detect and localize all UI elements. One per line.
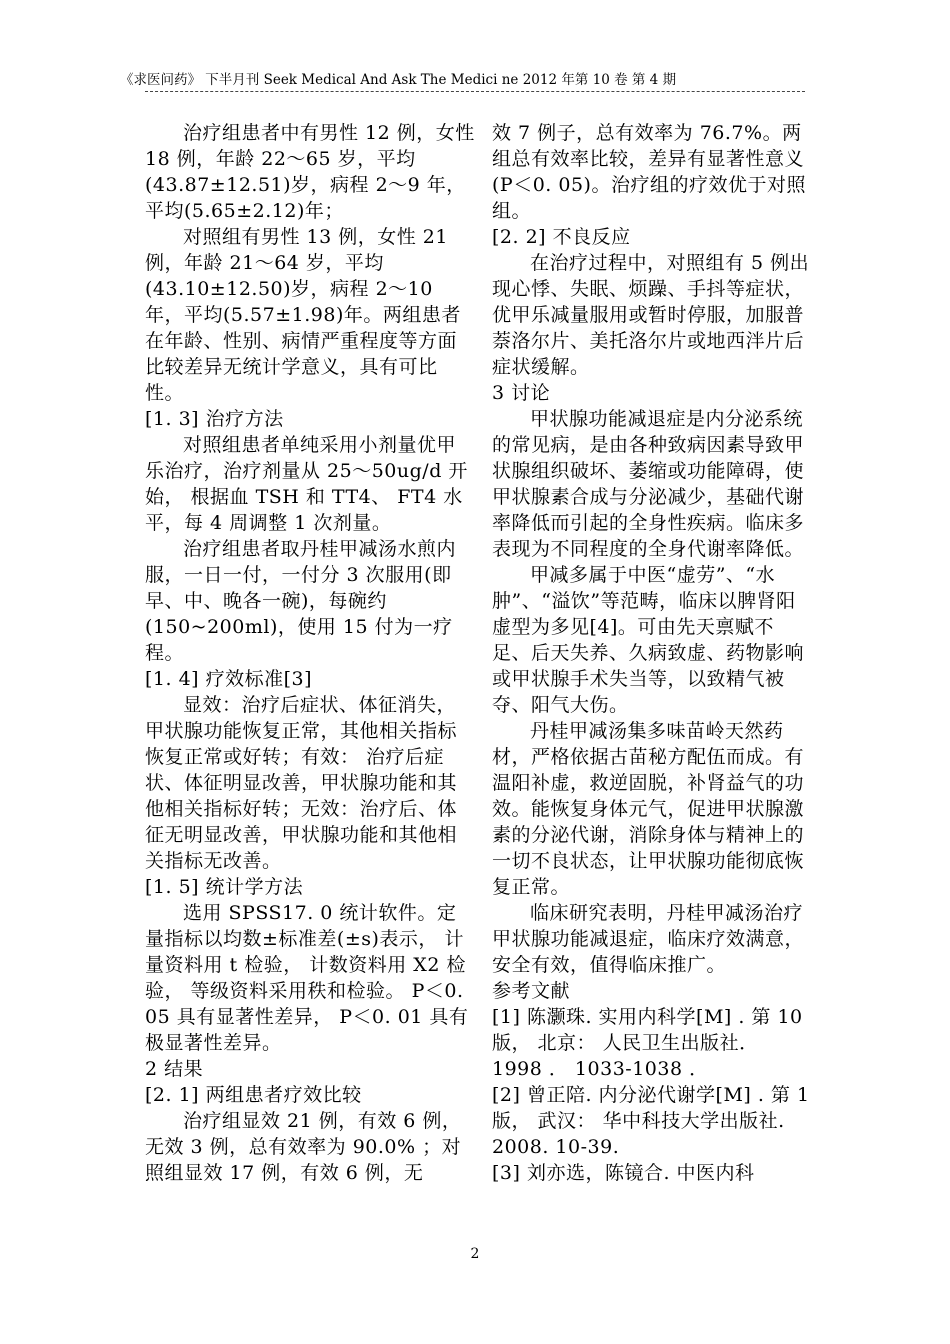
page-number: 2 <box>470 1246 480 1262</box>
paragraph: 显效：治疗后症状、体征消失，甲状腺功能恢复正常，其他相关指标恢复正常或好转；有效： 治疗后症状、体征明显改善，甲状腺功能和其他相关指标好转；无效：治疗后、体征无明显改善，甲状腺功能和其他相关指标无改善。 <box>145 694 458 872</box>
paragraph: [2] 曾正陪. 内分泌代谢学[M] . 第 1 版， 武汉： 华中科技大学出版社. 2008. 10-39. <box>492 1084 810 1158</box>
paragraph: 3 讨论 <box>492 382 551 404</box>
paragraph: 效 7 例子，总有效率为 76.7%。两组总有效率比较，差异有显著性意义(P＜0. 05)。治疗组的疗效优于对照组。 <box>492 122 806 222</box>
paragraph: [3] 刘亦选，陈镜合. 中医内科 <box>492 1162 755 1184</box>
paragraph: 丹桂甲减汤集多味苗岭天然药材，严格依据古苗秘方配伍而成。有温阳补虚，救逆固脱，补肾益气的功效。能恢复身体元气，促进甲状腺激素的分泌代谢，消除身体与精神上的一切不良状态，让甲状腺功能彻底恢复正常。 <box>492 720 805 898</box>
header-rule <box>145 91 805 92</box>
paragraph: [1] 陈灏珠. 实用内科学[M] . 第 10 版， 北京： 人民卫生出版社． 1998 ． 1033-1038 ． <box>492 1006 803 1080</box>
paragraph: 对照组有男性 13 例，女性 21 例，年龄 21～64 岁，平均(43.10±12.50)岁，病程 2～10 年，平均(5.57±1.98)年。两组患者在年龄、性别、病情严重程度等方面比较差异无统计学意义，具有可比性。 <box>145 226 461 404</box>
paragraph: 治疗组患者取丹桂甲减汤水煎内服，一日一付，一付分 3 次服用(即早、中、晚各一碗)，每碗约(150~200ml)，使用 15 付为一疗程。 <box>145 538 457 664</box>
paragraph: 选用 SPSS17. 0 统计软件。定量指标以均数±标准差(±s)表示， 计量资料用 t 检验， 计数资料用 X2 检验， 等级资料采用秩和检验。 P＜0. 05 具有显著性差异， P＜0. 01 具有极显著性差异。 <box>145 902 469 1054</box>
right-column <box>492 120 812 1186</box>
paragraph: 对照组患者单纯采用小剂量优甲乐治疗，治疗剂量从 25～50ug/d 开始， 根据血 TSH 和 TT4、 FT4 水平，每 4 周调整 1 次剂量。 <box>145 434 468 534</box>
paragraph: 治疗组患者中有男性 12 例，女性 18 例，年龄 22～65 岁，平均(43.87±12.51)岁，病程 2～9 年，平均(5.65±2.12)年； <box>145 122 475 222</box>
left-column <box>145 120 475 1186</box>
paragraph: [1. 5] 统计学方法 <box>145 876 304 898</box>
paragraph: 甲状腺功能减退症是内分泌系统的常见病，是由各种致病因素导致甲状腺组织破坏、萎缩或功能障碍，使甲状腺素合成与分泌减少，基础代谢率降低而引起的全身性疾病。临床多表现为不同程度的全身代谢率降低。 <box>492 408 805 560</box>
paragraph: 在治疗过程中，对照组有 5 例出现心悸、失眠、烦躁、手抖等症状，优甲乐减量服用或暂时停服，加服普萘洛尔片、美托洛尔片或地西泮片后症状缓解。 <box>492 252 810 378</box>
paragraph: 2 结果 <box>145 1058 204 1080</box>
paragraph: [2. 2] 不良反应 <box>492 226 631 248</box>
paragraph: [1. 4] 疗效标准[3] <box>145 668 313 690</box>
running-header: 《求医问药》 下半月刊 Seek Medical And Ask The Medici ne 2012 年第 10 卷 第 4 期 <box>120 72 677 88</box>
paragraph: 临床研究表明，丹桂甲减汤治疗甲状腺功能减退症，临床疗效满意，安全有效，值得临床推广。 <box>492 902 805 976</box>
paragraph: [2. 1] 两组患者疗效比较 <box>145 1084 362 1106</box>
paragraph: [1. 3] 治疗方法 <box>145 408 284 430</box>
paragraph: 治疗组显效 21 例，有效 6 例，无效 3 例，总有效率为 90.0% ；对照组显效 17 例，有效 6 例，无 <box>145 1110 462 1184</box>
paragraph: 参考文献 <box>492 980 571 1002</box>
paragraph: 甲减多属于中医“虚劳”、“水肿”、“溢饮”等范畴，临床以脾肾阳虚型为多见[4]。可由先天禀赋不足、后天失养、久病致虚、药物影响或甲状腺手术失当等，以致精气被夺、阳气大伤。 <box>492 564 805 716</box>
